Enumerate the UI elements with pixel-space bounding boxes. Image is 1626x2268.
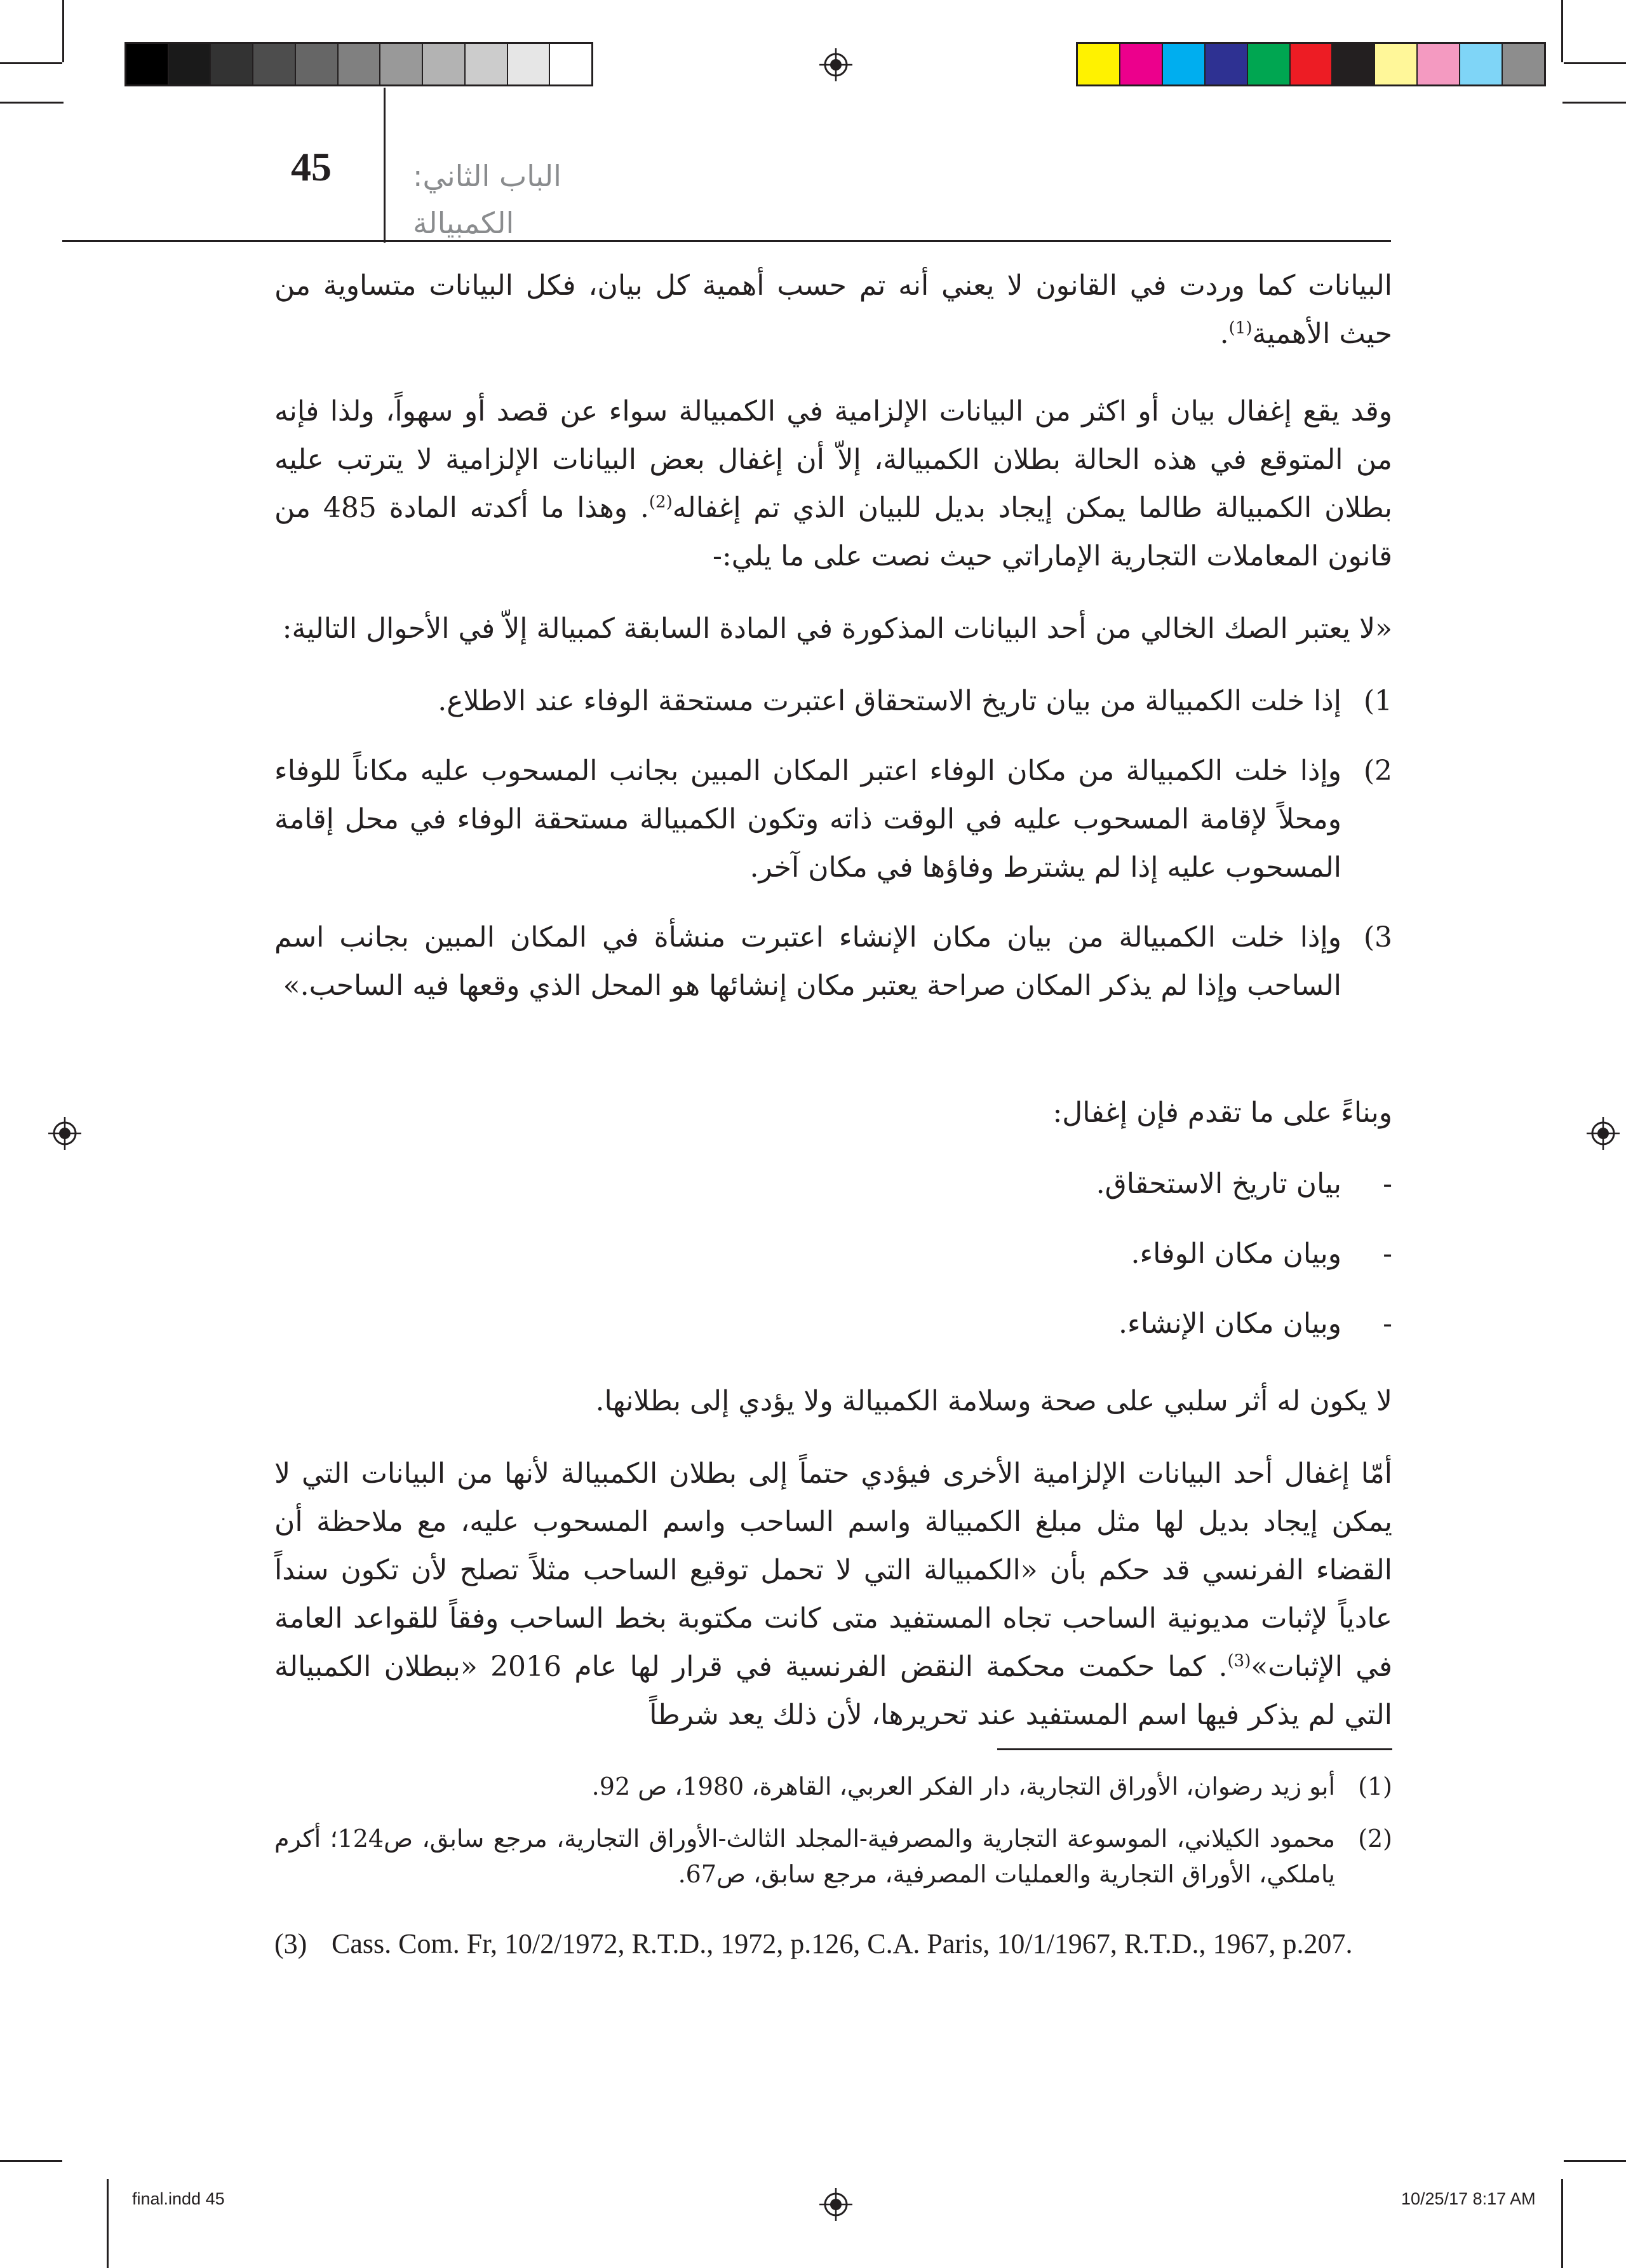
gray-swatch: [126, 44, 168, 84]
list-item: [274, 1300, 1392, 1348]
footnote-ref: (2): [648, 492, 673, 512]
paragraph-text: أمّا إغفال أحد البيانات الإلزامية الأخرى فيؤدي حتماً إلى بطلان الكمبيالة لأنها من البيانات التي لا يمكن إيجاد بديل لها مثل مبلغ الكمبيالة واسم الساحب واسم المسحوب عليه، مع ملاحظة أن القضاء الفرنسي قد حكم بأن «الكمبيالة التي لا تحمل توقيع الساحب مثلاً تصلح لأن تكون سنداً عادياً لإثبات مديونية الساحب تجاه المستفيد متى كانت مكتوبة بخط الساحب وفقاً للقواعد العامة في الإثبات»: [274, 1457, 1392, 1683]
bullet-dash: -: [1383, 1307, 1392, 1340]
crop-mark: [1561, 2179, 1563, 2268]
list-item: [274, 914, 1392, 1010]
list-number: 2): [1363, 755, 1392, 787]
page-number: 45: [291, 144, 332, 189]
slug-filename: final.indd 45: [132, 2189, 225, 2208]
list-number: 1): [1363, 685, 1392, 717]
numbered-list: [274, 677, 1392, 1010]
paragraph-text: «لا يعتبر الصك الخالي من أحد البيانات المذكورة في المادة السابقة كمبيالة إلاّ في الأحوال التالية:: [282, 612, 1392, 645]
list-item-text: إذا خلت الكمبيالة من بيان تاريخ الاستحقاق اعتبرت مستحقة الوفاء عند الاطلاع.: [438, 685, 1341, 717]
crop-mark: [0, 2160, 62, 2162]
quote-intro: [274, 605, 1392, 653]
bullet-dash: -: [1383, 1238, 1392, 1270]
registration-mark-icon: [819, 2188, 852, 2221]
process-color-bar: [1076, 42, 1546, 86]
footnote-text: محمود الكيلاني، الموسوعة التجارية والمصرفية-المجلد الثالث-الأوراق التجارية، مرجع سابق، ص124؛ أكرم ياملكي، الأوراق التجارية والعمليات المصرفية، مرجع سابق، ص67.: [274, 1825, 1335, 1888]
color-swatch: [1119, 44, 1162, 84]
paragraph: [274, 1377, 1392, 1426]
list-item-text: وإذا خلت الكمبيالة من بيان مكان الإنشاء اعتبرت منشأة في المكان المبين بجانب اسم الساحب وإذا لم يذكر المكان صراحة يعتبر مكان إنشائها هو المحل الذي وقعها فيه الساحب.»: [274, 921, 1341, 1002]
list-item: [274, 677, 1392, 726]
paragraph-text: وبناءً على ما تقدم فإن إغفال:: [1052, 1097, 1392, 1129]
gray-swatch: [549, 44, 591, 84]
grayscale-color-bar: [124, 42, 593, 86]
list-item: [274, 1230, 1392, 1278]
paragraph-text: .: [1220, 318, 1229, 350]
paragraph-text: . وهذا ما أكدته المادة 485 من قانون المعاملات التجارية الإماراتي حيث نصت على ما يلي:-: [274, 492, 1392, 572]
crop-mark: [62, 0, 64, 62]
paragraph: [274, 1089, 1392, 1137]
footnote-number: (1): [1358, 1772, 1392, 1800]
color-swatch: [1204, 44, 1247, 84]
color-swatch: [1416, 44, 1459, 84]
footnote-number: (3): [274, 1928, 307, 1959]
crop-mark: [0, 102, 64, 104]
bullet-dash: -: [1383, 1168, 1392, 1200]
footnote-rule: [997, 1748, 1392, 1750]
header-rule: [62, 240, 1391, 242]
paragraph-text: . كما حكمت محكمة النقض الفرنسية في قرار لها عام 2016 «ببطلان الكمبيالة التي لم يذكر فيها اسم المستفيد عند تحريرها، لأن ذلك يعد شرطاً: [274, 1650, 1392, 1731]
paragraph-text: وقد يقع إغفال بيان أو اكثر من البيانات الإلزامية في الكمبيالة سواء عن قصد أو سهواً، ولذا فإنه من المتوقع في هذه الحالة بطلان الكمبيالة، إلاّ أن إغفال بعض البيانات الإلزامية لا يترتب عليه بطلان الكمبيالة طالما يمكن إيجاد بديل للبيان الذي تم إغفاله: [274, 395, 1392, 524]
gray-swatch: [252, 44, 295, 84]
color-swatch: [1374, 44, 1416, 84]
registration-mark-icon: [1587, 1117, 1620, 1150]
gray-swatch: [422, 44, 464, 84]
paragraph: [274, 1450, 1392, 1739]
footnote-text: أبو زيد رضوان، الأوراق التجارية، دار الفكر العربي، القاهرة، 1980، ص 92.: [591, 1772, 1335, 1800]
list-item-text: وبيان مكان الإنشاء.: [1119, 1307, 1341, 1340]
color-swatch: [1289, 44, 1332, 84]
gray-swatch: [464, 44, 507, 84]
footnote-text: Cass. Com. Fr, 10/2/1972, R.T.D., 1972, p.126, C.A. Paris, 10/1/1967, R.T.D., 1967, p.207.: [332, 1928, 1353, 1959]
crop-mark: [1562, 102, 1626, 104]
paragraph-text: لا يكون له أثر سلبي على صحة وسلامة الكمبيالة ولا يؤدي إلى بطلانها.: [595, 1385, 1392, 1417]
color-swatch: [1247, 44, 1289, 84]
footnote-ref: (1): [1228, 318, 1253, 338]
chapter-title: الباب الثاني:: [413, 159, 561, 193]
list-number: 3): [1363, 921, 1392, 954]
list-item-text: وبيان مكان الوفاء.: [1131, 1238, 1341, 1270]
color-swatch: [1078, 44, 1119, 84]
crop-mark: [1564, 62, 1626, 64]
footnote-ref: (3): [1227, 1651, 1251, 1671]
gray-swatch: [507, 44, 549, 84]
footnotes: [274, 1769, 1392, 1892]
gray-swatch: [379, 44, 422, 84]
bullet-list: [274, 1160, 1392, 1348]
chapter-subtitle: الكمبيالة: [413, 206, 514, 240]
registration-mark-icon: [48, 1117, 81, 1150]
slug-datetime: 10/25/17 8:17 AM: [1401, 2189, 1536, 2208]
footnote-number: (2): [1358, 1825, 1392, 1853]
list-item-text: وإذا خلت الكمبيالة من مكان الوفاء اعتبر المكان المبين بجانب المسحوب عليه مكاناً للوفاء ومحلاً لإقامة المسحوب عليه في الوقت ذاته وتكون الكمبيالة مستحقة الوفاء في محل إقامة المسحوب عليه إذا لم يشترط وفاؤها في مكان آخر.: [274, 755, 1341, 884]
color-swatch: [1502, 44, 1544, 84]
crop-mark: [0, 62, 62, 64]
color-swatch: [1331, 44, 1374, 84]
footnote: [274, 1821, 1392, 1892]
crop-mark: [1561, 0, 1563, 62]
gray-swatch: [295, 44, 337, 84]
crop-mark: [1564, 2160, 1626, 2162]
footnote: [274, 1925, 1392, 1963]
header-divider: [384, 88, 386, 243]
paragraph-text: البيانات كما وردت في القانون لا يعني أنه تم حسب أهمية كل بيان، فكل البيانات متساوية من حيث الأهمية: [274, 269, 1392, 350]
gray-swatch: [168, 44, 210, 84]
list-item: [274, 747, 1392, 892]
list-item-text: بيان تاريخ الاستحقاق.: [1096, 1168, 1341, 1200]
chapter-heading: [413, 152, 561, 246]
footnote: [274, 1769, 1392, 1804]
color-swatch: [1162, 44, 1204, 84]
registration-mark-icon: [819, 48, 852, 81]
paragraph: [274, 262, 1392, 358]
gray-swatch: [337, 44, 380, 84]
paragraph: [274, 388, 1392, 581]
list-item: [274, 1160, 1392, 1208]
gray-swatch: [210, 44, 252, 84]
color-swatch: [1459, 44, 1502, 84]
crop-mark: [107, 2179, 109, 2268]
